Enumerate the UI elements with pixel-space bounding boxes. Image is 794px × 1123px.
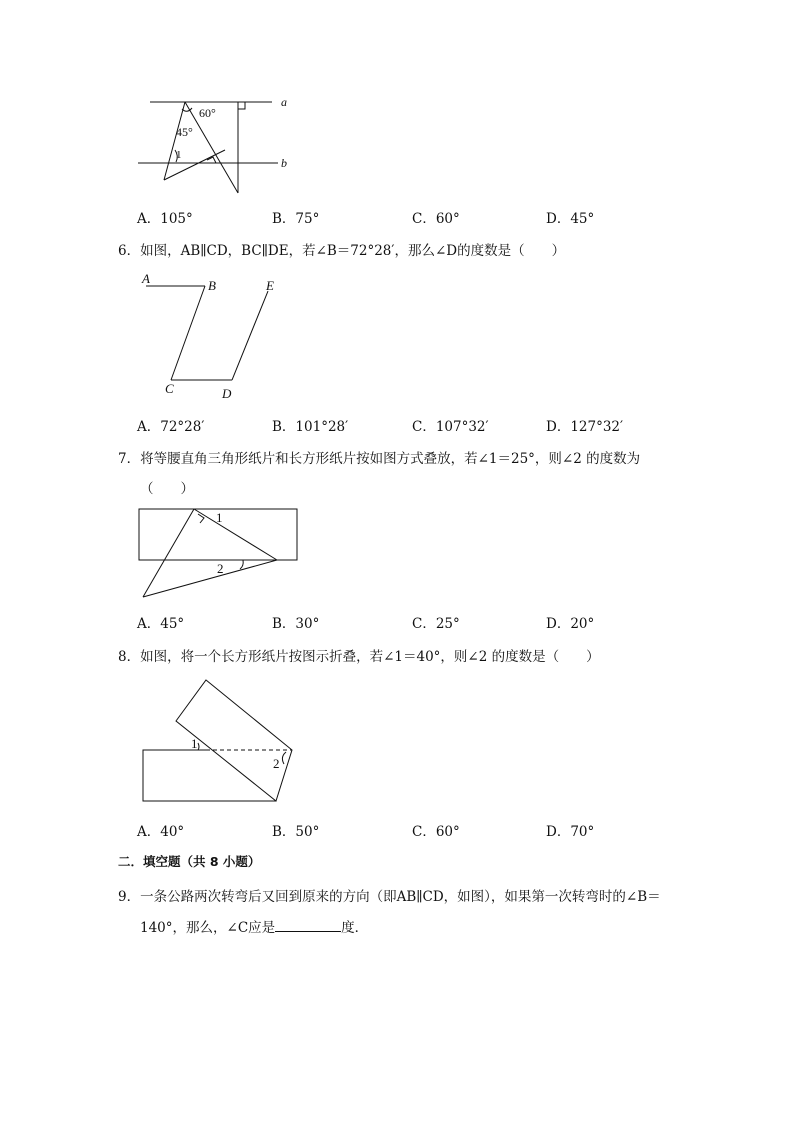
q6-label-b: B xyxy=(208,278,216,293)
q8-option-c[interactable]: C．60° xyxy=(412,824,460,840)
q6-text: 6．如图，AB∥CD，BC∥DE，若∠B＝72°28′，那么∠D的度数是（ ） xyxy=(118,243,566,259)
q9-line2-pre: 140°，那么，∠C应是 xyxy=(140,920,276,936)
q6-label-e: E xyxy=(266,278,274,293)
q7-option-c[interactable]: C．25° xyxy=(412,616,460,632)
q7-label-1: 1 xyxy=(216,510,223,525)
q6-option-c[interactable]: C．107°32′ xyxy=(412,419,489,435)
q7-label-2: 2 xyxy=(217,561,224,576)
q7-option-d[interactable]: D．20° xyxy=(546,616,595,632)
q9-line2-post: 度． xyxy=(341,920,369,936)
q6-label-c: C xyxy=(165,381,174,396)
q5-option-b[interactable]: B．75° xyxy=(272,211,320,227)
q8-option-b[interactable]: B．50° xyxy=(272,824,320,840)
q8-option-d[interactable]: D．70° xyxy=(546,824,595,840)
q5-label-1: 1 xyxy=(176,149,182,161)
q8-label-2: 2 xyxy=(273,756,280,771)
q5-label-60: 60° xyxy=(199,106,216,120)
q7-option-a[interactable]: A．45° xyxy=(137,616,185,632)
q7-text: 7．将等腰直角三角形纸片和长方形纸片按如图方式叠放，若∠1＝25°，则∠2 的度数为 xyxy=(118,451,641,467)
q8-option-a[interactable]: A．40° xyxy=(137,824,185,840)
q8-text: 8．如图，将一个长方形纸片按图示折叠，若∠1＝40°，则∠2 的度数是（ ） xyxy=(118,649,600,665)
q6-label-d: D xyxy=(222,386,232,401)
q6-option-a[interactable]: A．72°28′ xyxy=(137,419,205,435)
q9-line1: 9．一条公路两次转弯后又回到原来的方向（即AB∥CD，如图），如果第一次转弯时的∠B＝ xyxy=(118,889,661,905)
q5-label-a: a xyxy=(281,95,287,109)
q6-label-a: A xyxy=(142,271,150,286)
q8-label-1: 1 xyxy=(191,736,198,751)
section-title: 二．填空题（共 8 小题） xyxy=(118,854,261,869)
q5-option-c[interactable]: C．60° xyxy=(412,211,460,227)
q9-line2 xyxy=(140,916,368,936)
q5-option-d[interactable]: D．45° xyxy=(546,211,595,227)
q5-label-b: b xyxy=(281,156,287,170)
q9-answer-blank[interactable] xyxy=(275,919,341,932)
q5-option-a[interactable]: A．105° xyxy=(137,211,193,227)
q6-option-b[interactable]: B．101°28′ xyxy=(272,419,349,435)
q7-text-paren: （ ） xyxy=(140,481,194,497)
q6-option-d[interactable]: D．127°32′ xyxy=(546,419,624,435)
q7-option-b[interactable]: B．30° xyxy=(272,616,320,632)
q5-label-45: 45° xyxy=(176,125,193,139)
